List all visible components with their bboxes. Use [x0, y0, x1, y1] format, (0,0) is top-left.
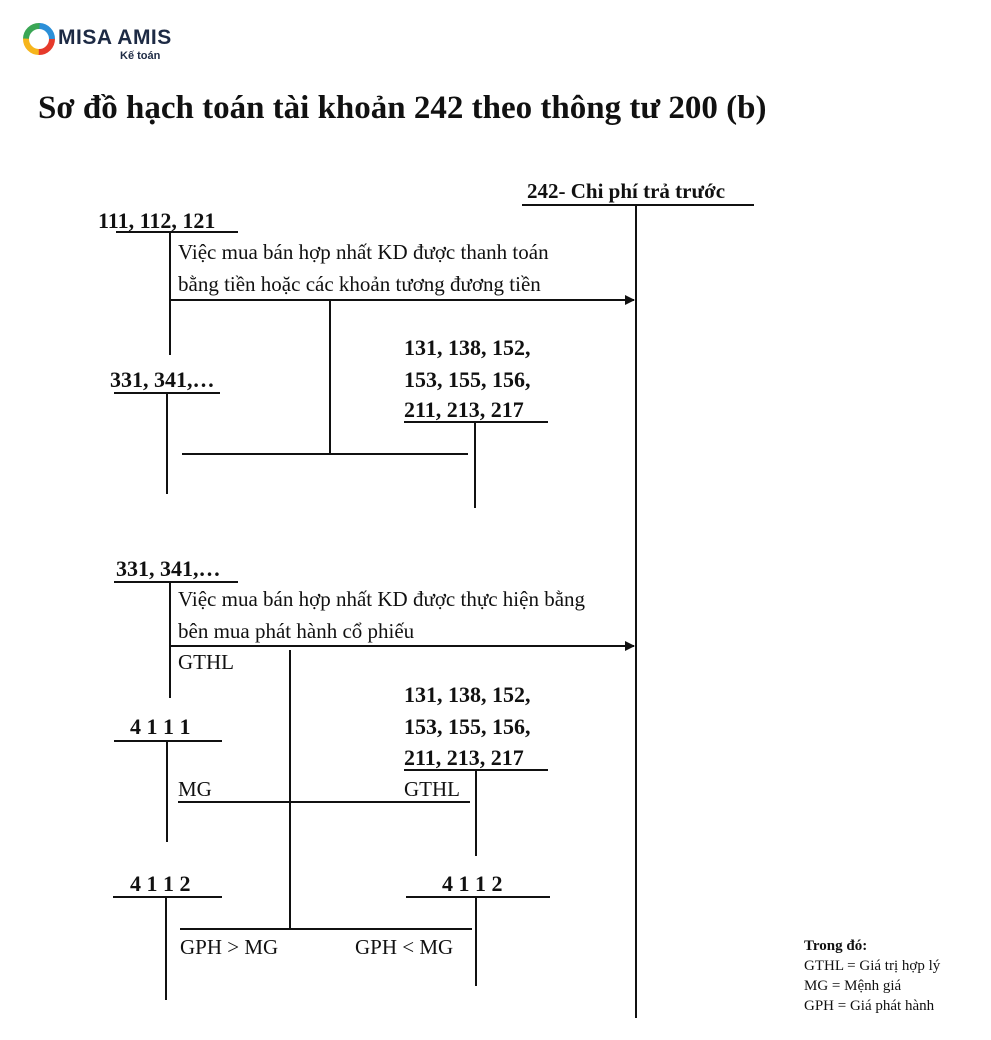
account-4111-label: 4 1 1 1	[130, 714, 191, 739]
gthl-right-label: GTHL	[404, 777, 460, 801]
legend-item-gph: GPH = Giá phát hành	[804, 998, 935, 1014]
assets-top-line1: 131, 138, 152,	[404, 335, 531, 360]
top-desc-line2: bằng tiền hoặc các khoản tương đương tiền	[178, 272, 541, 296]
page-title: Sơ đồ hạch toán tài khoản 242 theo thông tư 200 (b)	[38, 90, 767, 126]
account-242-label: 242- Chi phí trả trước	[527, 179, 726, 203]
bottom-desc-line2: bên mua phát hành cổ phiếu	[178, 619, 415, 643]
gph-gt-mg-label: GPH > MG	[180, 935, 279, 959]
account-4112-right-label: 4 1 1 2	[442, 871, 503, 896]
legend-heading: Trong đó:	[804, 938, 868, 954]
account-4112-left-label: 4 1 1 2	[130, 871, 191, 896]
assets-top-line3: 211, 213, 217	[404, 397, 524, 422]
mg-label: MG	[178, 777, 212, 801]
gthl-left-label: GTHL	[178, 650, 234, 674]
top-desc-line1: Việc mua bán hợp nhất KD được thanh toán	[178, 240, 549, 264]
brand-sub: Kế toán	[120, 50, 161, 62]
account-payable-bottom-label: 331, 341,…	[116, 556, 221, 581]
legend	[804, 936, 940, 1016]
assets-bottom-line3: 211, 213, 217	[404, 745, 524, 770]
assets-bottom-line1: 131, 138, 152,	[404, 682, 531, 707]
legend-item-gthl: GTHL = Giá trị hợp lý	[804, 958, 941, 974]
bottom-desc-line1: Việc mua bán hợp nhất KD được thực hiện bằng	[178, 587, 586, 611]
assets-top-line2: 153, 155, 156,	[404, 367, 531, 392]
legend-item-mg: MG = Mệnh giá	[804, 978, 902, 994]
account-payable-top-label: 331, 341,…	[110, 367, 215, 392]
account-cash-label: 111, 112, 121	[98, 208, 216, 233]
assets-bottom-line2: 153, 155, 156,	[404, 714, 531, 739]
gph-lt-mg-label: GPH < MG	[355, 935, 454, 959]
brand-name: MISA AMIS	[58, 26, 172, 49]
